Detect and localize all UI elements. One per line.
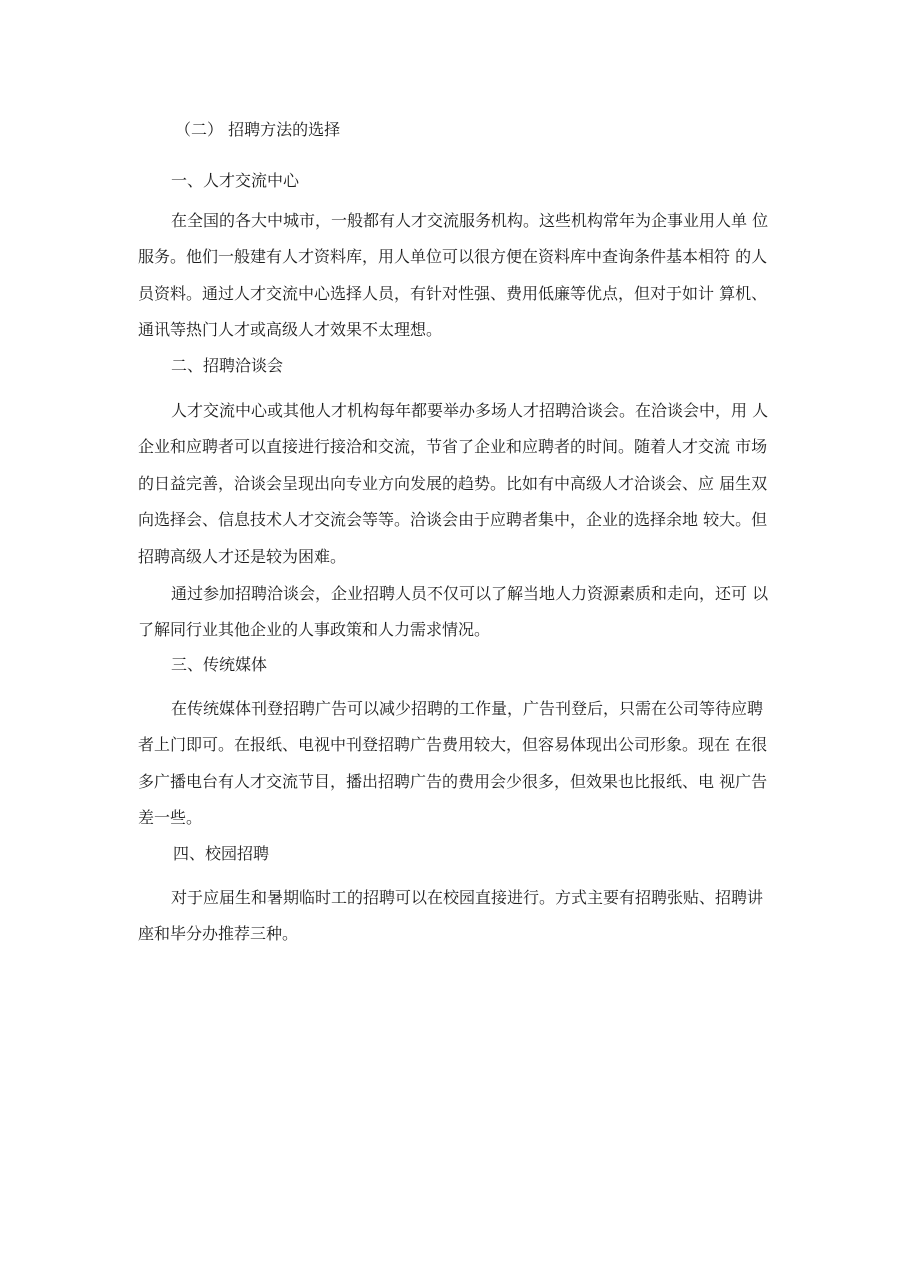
heading-talent-exchange-center: 一、人才交流中心 — [171, 171, 300, 190]
paragraph-recruitment-fair-2: 通过参加招聘洽谈会，企业招聘人员不仅可以了解当地人力资源素质和走向，还可 以了解同行业其他企业的人事政策和人力需求情况。 — [138, 584, 769, 640]
section-title: （二） 招聘方法的选择 — [175, 120, 341, 139]
paragraph-campus-recruitment: 对于应届生和暑期临时工的招聘可以在校园直接进行。方式主要有招聘张贴、招聘讲座和毕分办推荐三种。 — [138, 888, 764, 944]
heading-traditional-media: 三、传统媒体 — [171, 655, 268, 674]
heading-campus-recruitment: 四、校园招聘 — [173, 844, 270, 863]
heading-recruitment-fair: 二、招聘洽谈会 — [171, 356, 284, 375]
paragraph-traditional-media: 在传统媒体刊登招聘广告可以减少招聘的工作量，广告刊登后，只需在公司等待应聘者上门即可。在报纸、电视中刊登招聘广告费用较大，但容易体现出公司形象。现在 在很多广播电台有人才交流节目，播出招聘广告的费用会少很多，但效果也比报纸、电 视广告差一些。 — [138, 699, 768, 828]
paragraph-talent-exchange-center: 在全国的各大中城市，一般都有人才交流服务机构。这些机构常年为企事业用人单 位服务。他们一般建有人才资料库，用人单位可以很方便在资料库中查询条件基本相符 的人员资料。通过人才交流中心选择人员，有针对性强、费用低廉等优点，但对于如计 算机、通讯等热门人才或高级人才效果不太理想。 — [138, 211, 769, 340]
paragraph-recruitment-fair-1: 人才交流中心或其他人才机构每年都要举办多场人才招聘洽谈会。在洽谈会中，用 人企业和应聘者可以直接进行接洽和交流，节省了企业和应聘者的时间。随着人才交流 市场的日益完善，洽谈会呈现出向专业方向发展的趋势。比如有中高级人才洽谈会、应 届生双向选择会、信息技术人才交流会等等。洽谈会由于应聘者集中，企业的选择余地 较大。但招聘高级人才还是较为困难。 — [138, 401, 769, 566]
